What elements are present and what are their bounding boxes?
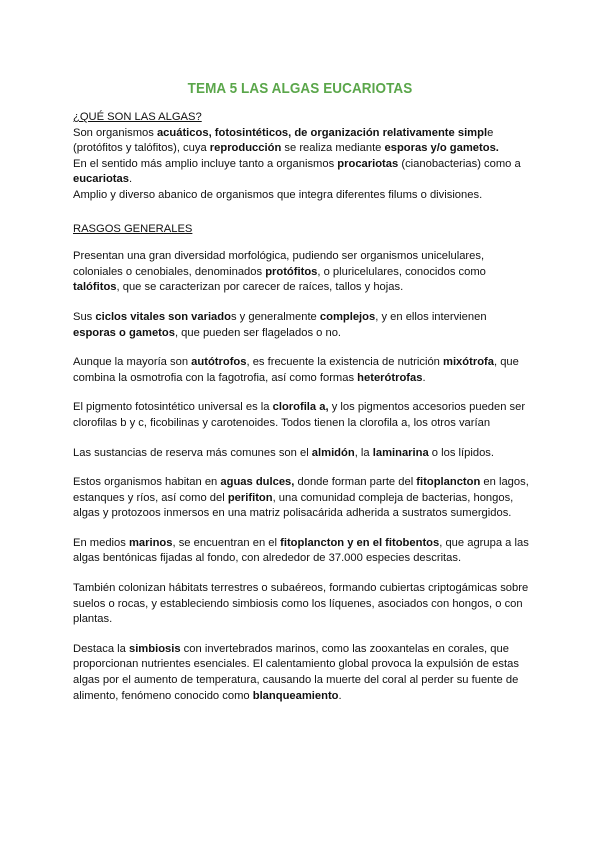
- bold-term: simbiosis: [128, 642, 181, 655]
- text-line: [73, 551, 533, 567]
- text-line: [73, 355, 533, 371]
- text-run: En medios: [73, 536, 129, 549]
- text-run: .: [338, 689, 342, 702]
- text-run: .: [128, 173, 133, 186]
- text-run: , y en ellos intervienen: [375, 310, 487, 323]
- text-line: [73, 157, 533, 173]
- text-line: [73, 265, 533, 281]
- body-paragraph: [73, 400, 533, 431]
- text-line: [73, 612, 533, 628]
- text-line: [73, 249, 533, 265]
- text-run: estanques y ríos, así como del: [73, 491, 228, 504]
- text-line: [73, 446, 533, 462]
- body-paragraph: [73, 475, 533, 522]
- bold-term: aguas dulces,: [220, 476, 295, 489]
- text-run: proporcionan nutrientes esenciales. El calentamiento global provoca la expulsión de estas: [73, 658, 519, 671]
- text-line: [73, 673, 533, 689]
- text-line: [73, 597, 533, 613]
- text-run: , la: [354, 446, 373, 459]
- bold-term: procariotas: [337, 157, 399, 170]
- text-line: [73, 416, 533, 432]
- document-title: TEMA 5 LAS ALGAS EUCARIOTAS: [187, 80, 413, 98]
- text-run: plantas.: [73, 613, 113, 626]
- text-run: Aunque la mayoría son: [73, 356, 192, 369]
- text-run: Sus: [73, 310, 96, 323]
- text-run: clorofilas b y c, ficobilinas y carotenoides. Todos tienen la clorofila a, los otros varían: [73, 416, 491, 429]
- bold-term: laminarina: [372, 446, 429, 459]
- bold-term: ciclos vitales son variado: [95, 310, 231, 323]
- text-line: [73, 400, 533, 416]
- text-line: [73, 188, 533, 204]
- body-paragraph: [73, 355, 533, 386]
- text-run: , se encuentran en el: [172, 536, 281, 549]
- text-run: Destaca la: [73, 642, 129, 655]
- text-line: [73, 126, 533, 142]
- text-line: [73, 581, 533, 597]
- text-line: [73, 326, 533, 342]
- intro-heading: ¿QUÉ SON LAS ALGAS?: [73, 111, 202, 123]
- text-run: , o pluricelulares, conocidos como: [317, 265, 486, 278]
- bold-term: autótrofos: [191, 356, 247, 369]
- text-run: s y generalmente: [230, 310, 320, 323]
- text-run: , es frecuente la existencia de nutrición: [246, 356, 443, 369]
- text-run: Estos organismos habitan en: [73, 476, 221, 489]
- bold-term: esporas o gametos: [73, 326, 175, 339]
- body-paragraph: [73, 536, 533, 567]
- text-run: Las sustancias de reserva más comunes son el: [73, 446, 312, 459]
- text-run: con invertebrados marinos, como las zooxantelas en corales, que: [180, 642, 509, 655]
- text-line: [73, 141, 533, 157]
- text-run: donde forman parte del: [294, 476, 417, 489]
- text-run: (cianobacterias) como a: [398, 157, 521, 170]
- bold-term: complejos: [319, 310, 376, 323]
- text-line: [73, 657, 533, 673]
- text-line: [73, 491, 533, 507]
- text-run: El pigmento fotosintético universal es la: [73, 401, 273, 414]
- bold-term: heterótrofas: [357, 371, 423, 384]
- text-run: También colonizan hábitats terrestres o subaéreos, formando cubiertas criptogámicas sobre: [73, 582, 529, 595]
- text-run: , que agrupa a las: [439, 536, 529, 549]
- body-paragraph: [73, 249, 533, 296]
- text-line: [73, 280, 533, 296]
- intro-paragraph: [73, 126, 533, 204]
- text-line: [73, 310, 533, 326]
- body-paragraph: [73, 310, 533, 341]
- text-run: Presentan una gran diversidad morfológica, pudiendo ser organismos unicelulares,: [73, 250, 485, 263]
- text-run: , que se caracterizan por carecer de raíces, tallos y hojas.: [116, 281, 404, 294]
- text-run: , que: [493, 356, 519, 369]
- bold-term: mixótrofa: [443, 356, 494, 369]
- body-paragraph: [73, 642, 533, 704]
- text-run: En el sentido más amplio incluye tanto a organismos: [73, 157, 338, 170]
- body-paragraph: [73, 446, 533, 462]
- text-run: alimento, fenómeno conocido como: [73, 689, 253, 702]
- text-run: y los pigmentos accesorios pueden ser: [328, 401, 526, 414]
- text-line: [73, 475, 533, 491]
- body-paragraph: [73, 581, 533, 628]
- text-run: (protófitos y talófitos), cuya: [73, 142, 210, 155]
- section-heading: RASGOS GENERALES: [73, 222, 193, 235]
- text-run: suelos o rocas, y estableciendo simbiosis como los líquenes, asociados con hongos, o con: [73, 597, 523, 610]
- bold-term: eucariotas: [73, 173, 129, 186]
- text-run: e: [487, 126, 494, 139]
- bold-term: reproducción: [209, 142, 282, 155]
- bold-term: blanqueamiento: [252, 689, 339, 702]
- bold-term: clorofila a,: [272, 401, 329, 414]
- text-run: combina la osmotrofia con la fagotrofia, así como formas: [73, 371, 358, 384]
- bold-term: talófitos: [73, 281, 117, 294]
- document-body: [73, 110, 533, 718]
- text-line: [73, 642, 533, 658]
- bold-term: fitoplancton y en el fitobentos: [280, 536, 440, 549]
- bold-term: perifiton: [227, 491, 273, 504]
- text-run: Son organismos: [73, 126, 157, 139]
- bold-term: acuáticos, fotosintéticos, de organización relativamente simpl: [156, 126, 488, 139]
- text-line: [73, 506, 533, 522]
- text-run: Amplio y diverso abanico de organismos que integra diferentes filums o divisiones.: [73, 188, 483, 201]
- text-line: [73, 689, 533, 705]
- bold-term: esporas y/o gametos.: [384, 142, 499, 155]
- text-run: algas y protozoos inmersos en una matriz polisacárida adherida a sustratos sumergidos.: [73, 507, 512, 520]
- paragraph-list: [73, 249, 533, 704]
- text-run: o los lípidos.: [428, 446, 494, 459]
- text-run: , que pueden ser flagelados o no.: [174, 326, 342, 339]
- text-run: coloniales o cenobiales, denominados: [73, 265, 266, 278]
- text-run: se realiza mediante: [281, 142, 385, 155]
- text-run: algas bentónicas fijadas al fondo, con alrededor de 37.000 especies descritas.: [73, 552, 462, 565]
- bold-term: fitoplancton: [416, 476, 481, 489]
- text-run: en lagos,: [480, 476, 529, 489]
- text-run: algas por el aumento de temperatura, causando la muerte del coral al perder su fuente de: [73, 674, 519, 687]
- bold-term: protófitos: [265, 265, 318, 278]
- bold-term: marinos: [128, 536, 173, 549]
- text-run: .: [422, 371, 426, 384]
- text-line: [73, 172, 533, 188]
- text-line: [73, 536, 533, 552]
- text-line: [73, 371, 533, 387]
- text-run: , una comunidad compleja de bacterias, hongos,: [272, 491, 514, 504]
- bold-term: almidón: [311, 446, 355, 459]
